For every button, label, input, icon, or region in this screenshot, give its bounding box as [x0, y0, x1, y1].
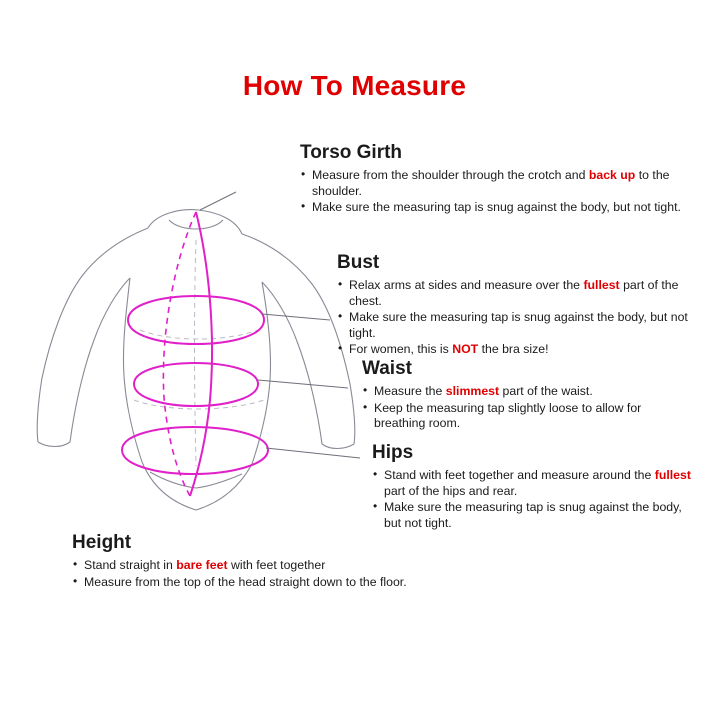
- bullet-text: part of the hips and rear.: [384, 483, 518, 498]
- bullet-text: Keep the measuring tap slightly loose to allow for breathing room.: [374, 400, 642, 430]
- bust-line: [128, 296, 264, 344]
- leader-lines: [200, 192, 360, 458]
- bullet-text: Measure from the shoulder through the crotch and: [312, 168, 589, 182]
- body-diagram-svg: [30, 180, 360, 560]
- section-bullets-hips: [372, 468, 692, 531]
- body-figure: [30, 180, 360, 560]
- bullet-item: [337, 310, 709, 341]
- bullet-text: Measure from the top of the head straight down to the floor.: [84, 574, 407, 589]
- hips-line: [122, 427, 268, 474]
- emphasis-text: NOT: [452, 342, 479, 356]
- bullet-text: part of the waist.: [499, 384, 593, 398]
- emphasis-text: fullest: [654, 468, 691, 482]
- bullet-item: [72, 558, 502, 574]
- bullet-item: [372, 468, 692, 499]
- section-heading-height: Height: [72, 532, 132, 553]
- torso-girth-line: [163, 212, 212, 496]
- bullet-text: part of the chest.: [349, 278, 679, 308]
- section-hips: [372, 442, 692, 532]
- bullet-item: [337, 342, 709, 358]
- emphasis-text: back up: [588, 168, 636, 182]
- page-title: How To Measure: [242, 70, 467, 101]
- bullet-item: [300, 168, 700, 199]
- bullet-item: [372, 500, 692, 531]
- section-heading-waist: Waist: [362, 358, 412, 379]
- bullet-item: [300, 200, 700, 216]
- bullet-text: Stand straight in: [84, 558, 177, 572]
- bullet-text: to the shoulder.: [312, 168, 670, 198]
- bullet-text: Make sure the measuring tap is snug against the body, but not tight.: [384, 500, 682, 530]
- emphasis-text: bare feet: [176, 558, 228, 572]
- bullet-text: the bra size!: [478, 342, 549, 356]
- section-bullets-waist: [362, 384, 692, 432]
- body-outline: [37, 210, 355, 510]
- bullet-text: Relax arms at sides and measure over the: [349, 278, 584, 292]
- emphasis-text: fullest: [583, 278, 620, 292]
- bullet-text: Measure the: [374, 384, 446, 398]
- section-torso-girth: [300, 142, 700, 217]
- measurement-lines: [122, 212, 268, 496]
- section-bullets-torso-girth: [300, 168, 700, 216]
- bullet-item: [362, 401, 692, 432]
- section-heading-hips: Hips: [372, 442, 414, 463]
- waist-line: [134, 363, 258, 406]
- bullet-text: Make sure the measuring tap is snug against the body, but not tight.: [312, 200, 681, 214]
- section-bust: [337, 252, 709, 359]
- bullet-text: Make sure the measuring tap is snug against the body, but not tight.: [349, 310, 688, 340]
- section-heading-bust: Bust: [337, 252, 380, 273]
- bullet-item: [362, 384, 692, 400]
- section-waist: [362, 358, 692, 433]
- section-bullets-bust: [337, 278, 709, 358]
- section-bullets-height: [72, 558, 502, 590]
- bullet-item: [337, 278, 709, 309]
- section-heading-torso-girth: Torso Girth: [300, 142, 403, 163]
- section-height: [72, 532, 502, 591]
- bullet-text: For women, this is: [349, 342, 453, 356]
- bullet-text: Stand with feet together and measure around the: [384, 468, 655, 482]
- bullet-text: with feet together: [227, 558, 326, 572]
- bullet-item: [72, 575, 502, 591]
- emphasis-text: slimmest: [445, 384, 500, 398]
